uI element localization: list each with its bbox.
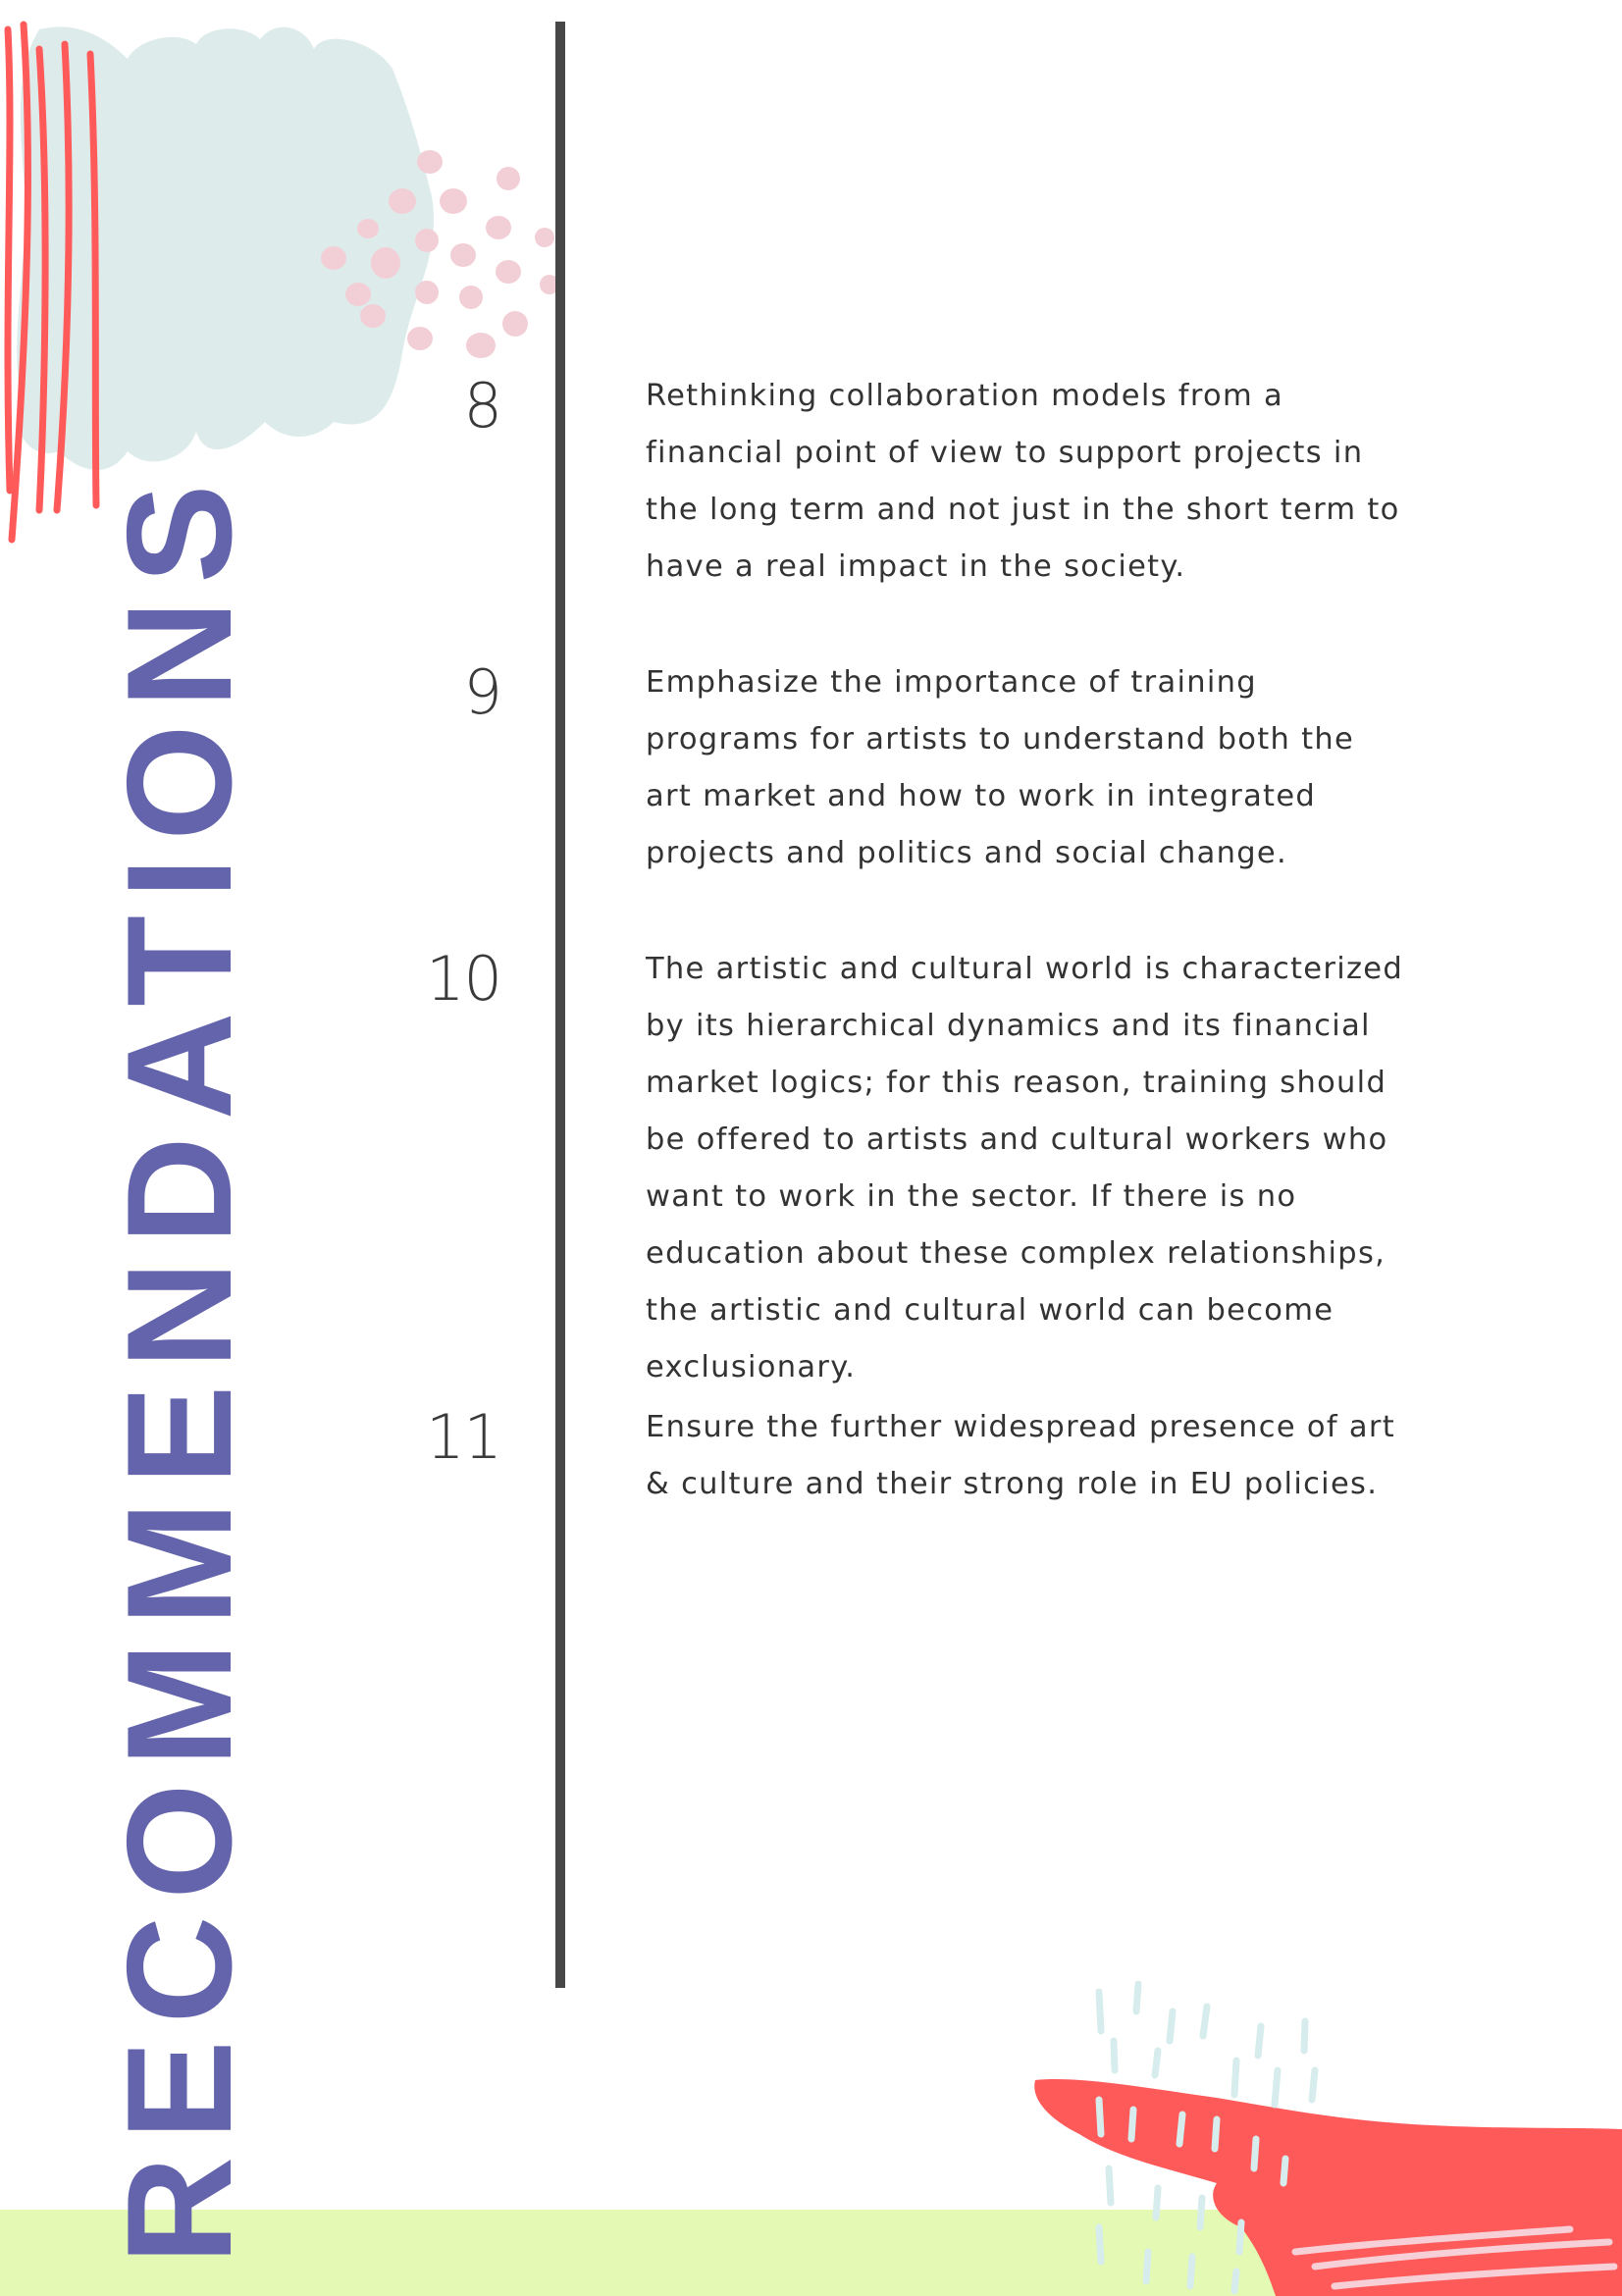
recommendation-text: Ensure the further widespread presence of art & culture and their strong role in EU policies. [646, 1410, 1395, 1501]
recommendation-number: 11 [426, 1401, 501, 1473]
recommendation-number: 9 [463, 656, 501, 728]
recommendation-number: 8 [463, 370, 501, 442]
page-title: RECOMMENDATIONS [96, 467, 263, 2265]
recommendation-number: 10 [426, 943, 501, 1015]
bottom-right-brush-decoration [1020, 1972, 1622, 2296]
recommendation-text: Rethinking collaboration models from a financial point of view to support projects in the long term and not just in the short term to have a real impact in the society. [646, 379, 1400, 584]
top-left-brush-decoration [0, 0, 569, 569]
mint-brush-shape [17, 26, 434, 470]
vertical-divider [555, 22, 565, 1988]
recommendation-text: Emphasize the importance of training programs for artists to understand both the art market and how to work in integrated projects and politics and social change. [646, 665, 1355, 870]
recommendation-text: The artistic and cultural world is characterized by its hierarchical dynamics and its financial market logics; for this reason, training should be offered to artists and cultural workers who want to work in the sector. If there is no education about these complex relationships, the artistic and cultural world can become exclusionary. [646, 952, 1404, 1384]
